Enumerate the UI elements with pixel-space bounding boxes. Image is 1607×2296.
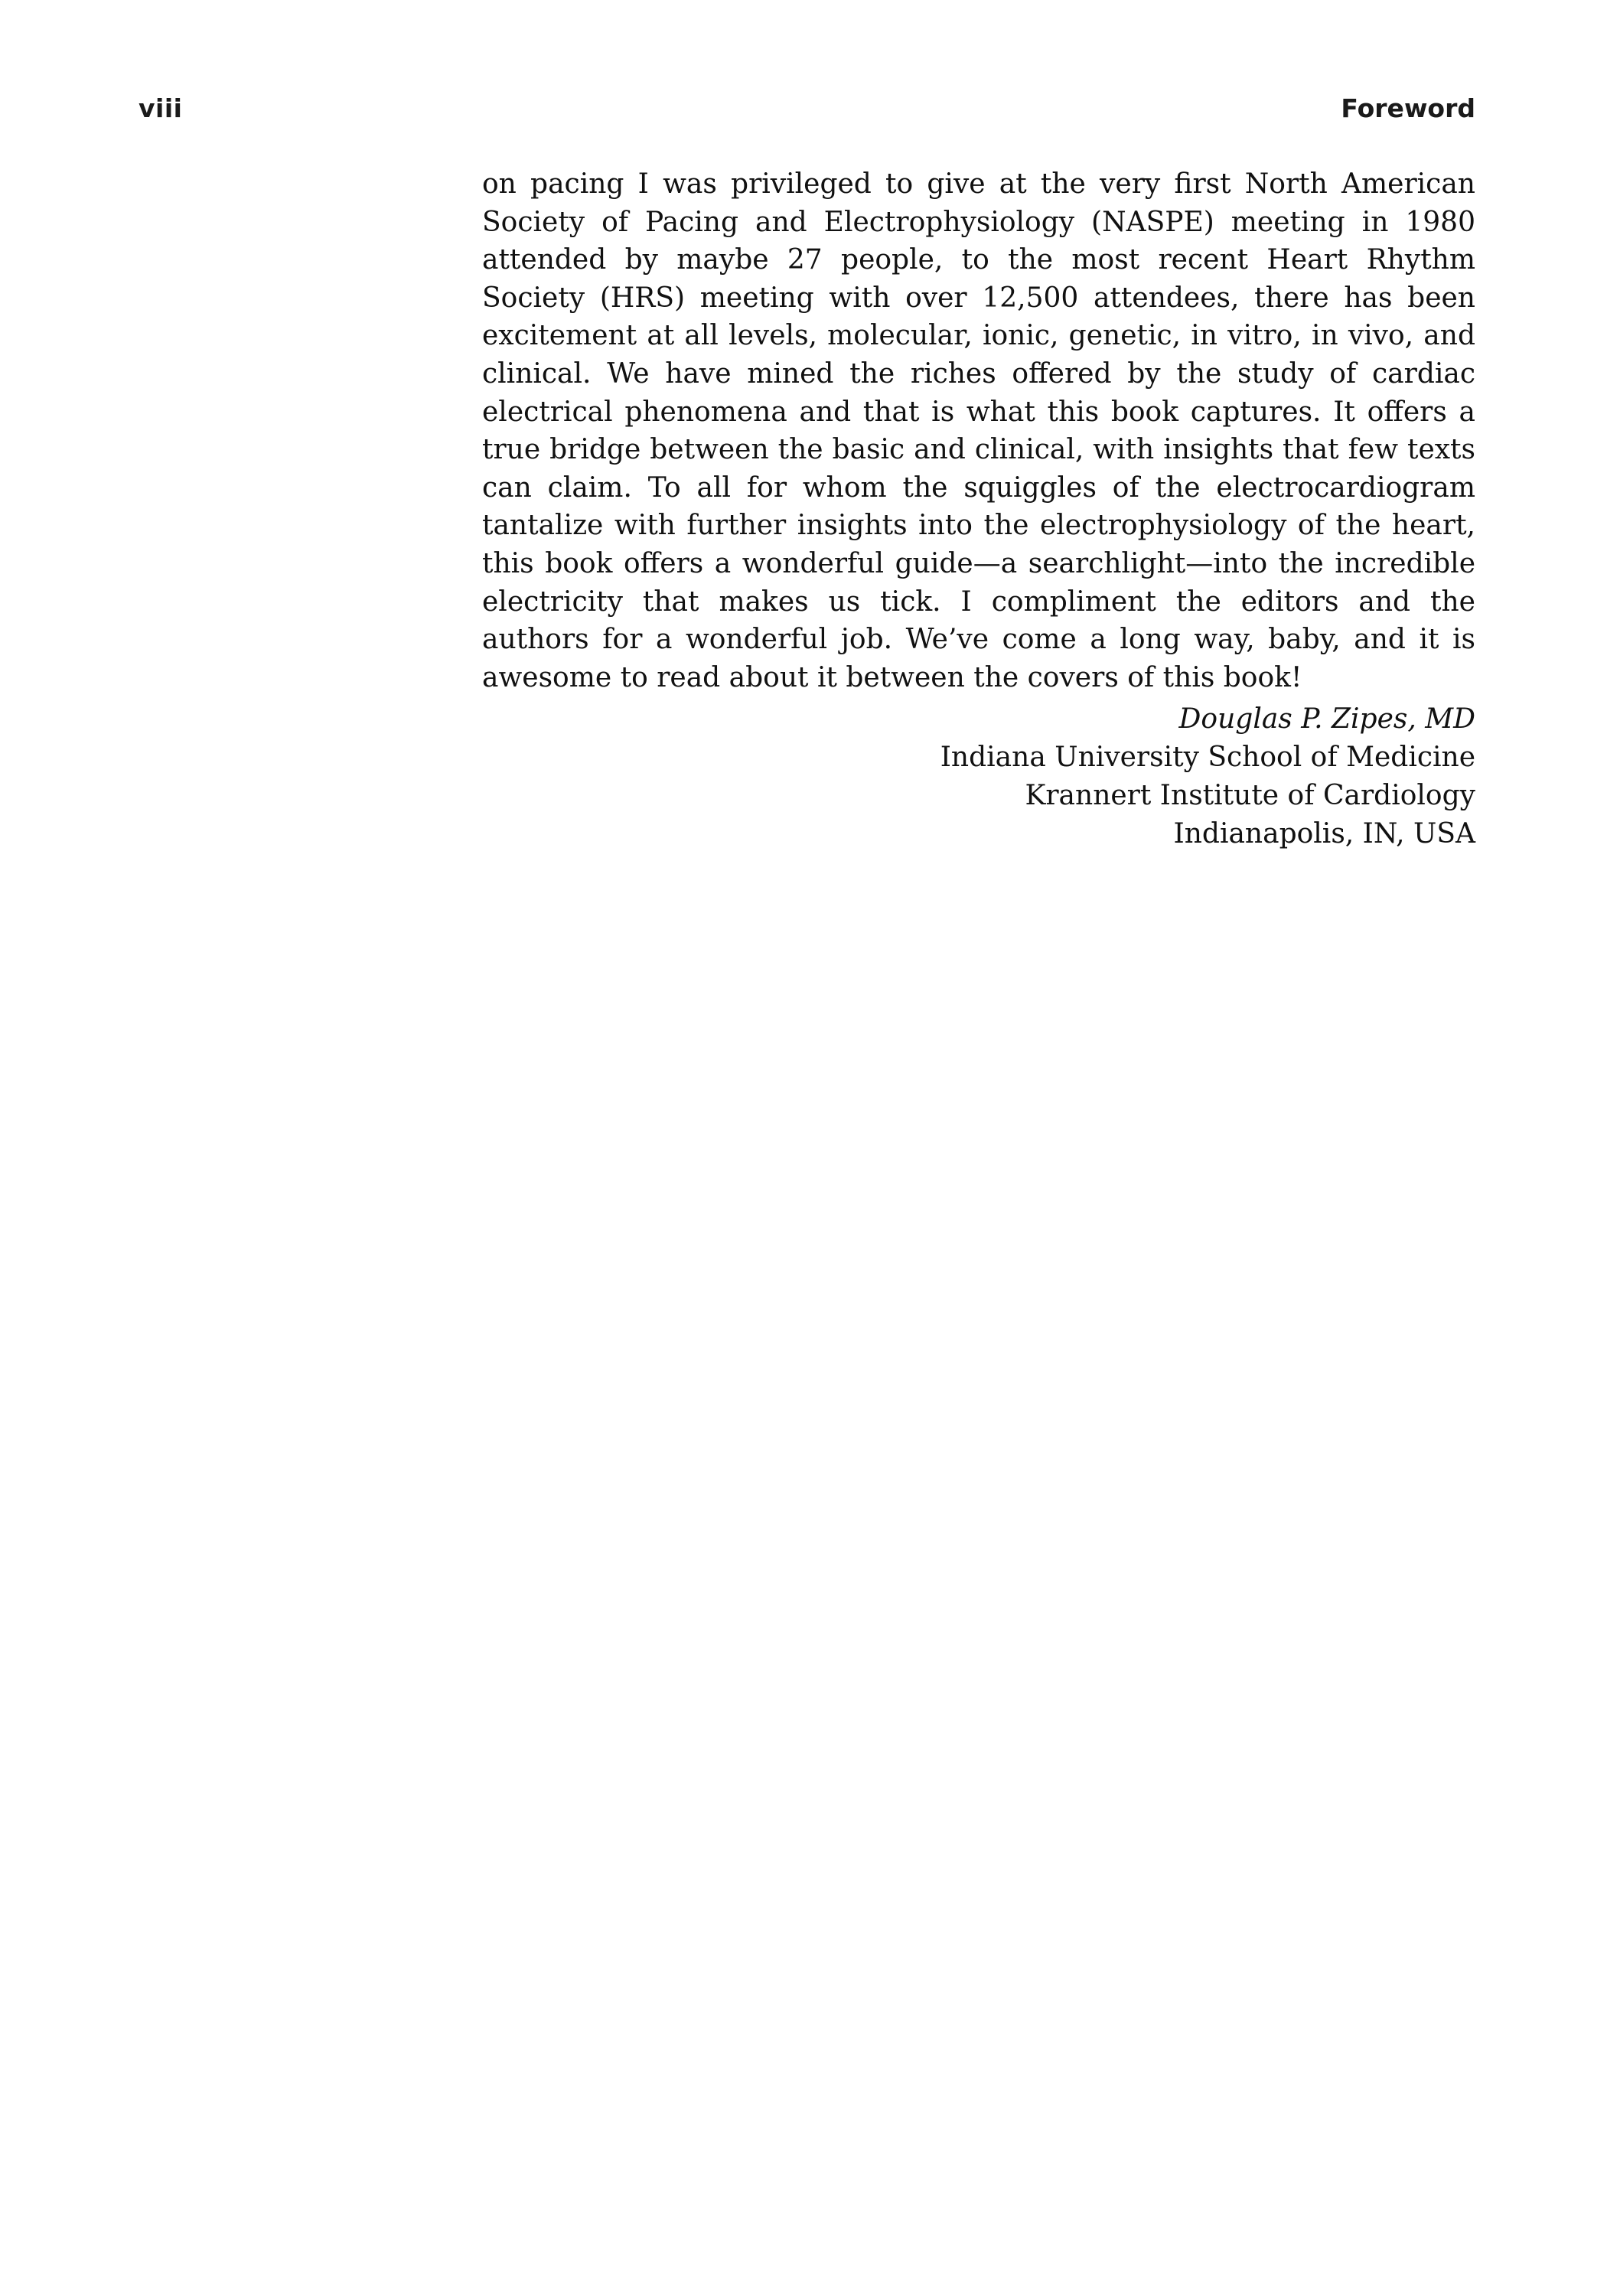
signature-block	[482, 700, 1475, 853]
author-location: Indianapolis, IN, USA	[1173, 818, 1475, 850]
author-affiliation-institute: Krannert Institute of Cardiology	[1025, 780, 1475, 811]
page-number: viii	[139, 93, 183, 123]
running-head	[139, 93, 1475, 127]
author-name: Douglas P. Zipes, MD	[1178, 703, 1475, 735]
author-affiliation-university: Indiana University School of Medicine	[940, 742, 1475, 773]
section-title: Foreword	[1341, 93, 1475, 123]
foreword-paragraph: on pacing I was privileged to give at the very first North American Society of Pacing and Electrophysiology (NASPE) meeting in 1980 attended by maybe 27 people, to the most recent Heart Rhythm Society (HRS) meeting with over 12,500 attendees, there has been excitement at all levels, molecular, ionic, genetic, in vitro, in vivo, and clinical. We have mined the riches offered by the study of cardiac electrical phenomena and that is what this book captures. It offers a true bridge between the basic and clinical, with insights that few texts can claim. To all for whom the squiggles of the electrocardiogram tantalize with further insights into the electrophysiology of the heart, this book offers a wonderful guide—a searchlight—into the incredible electricity that makes us tick. I compliment the editors and the authors for a wonderful job. We’ve come a long way, baby, and it is awesome to read about it between the covers of this book!	[482, 168, 1475, 693]
